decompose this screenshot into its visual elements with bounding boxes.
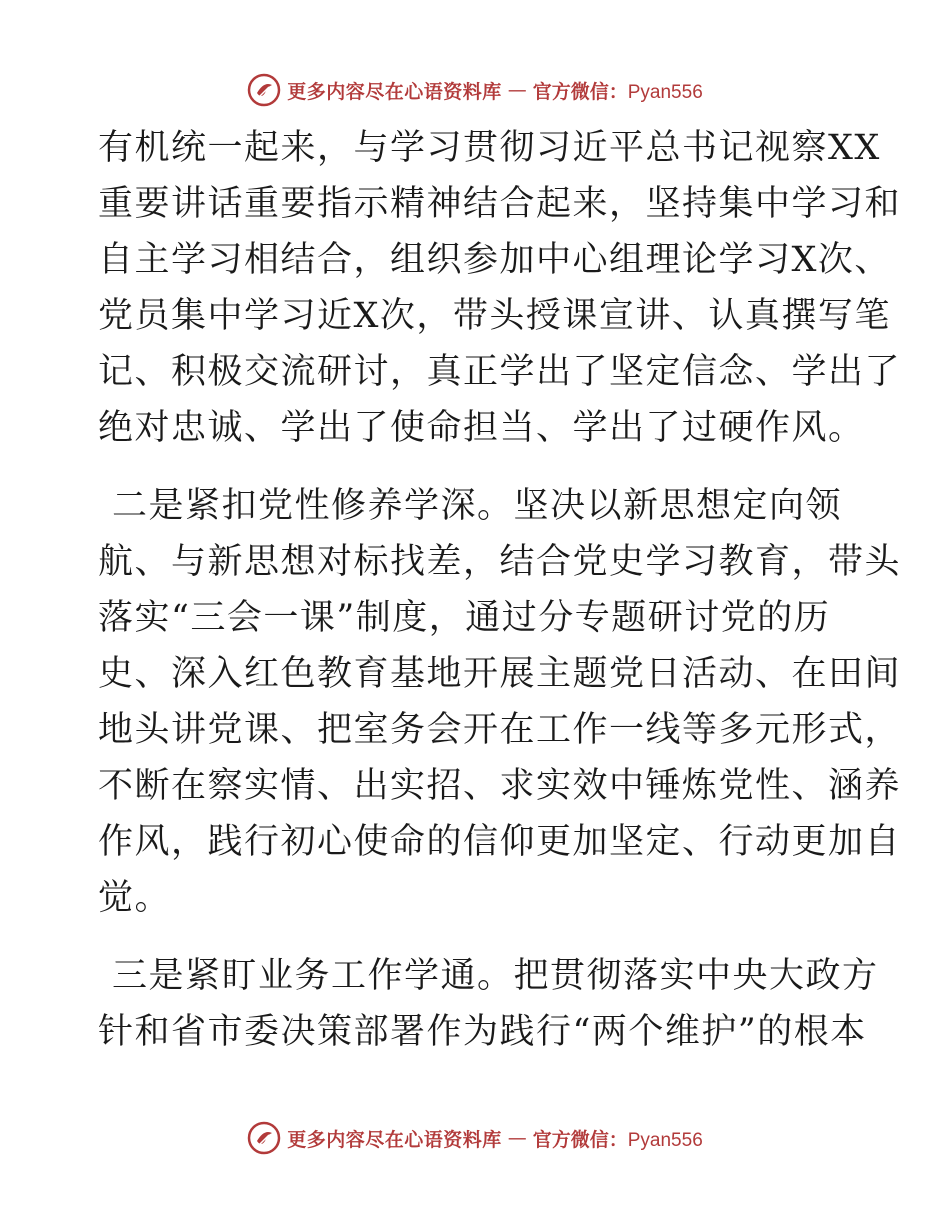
watermark-text: 更多内容尽在心语资料库 bbox=[287, 1128, 502, 1151]
document-body bbox=[98, 120, 902, 1060]
text-line: 有机统一起来，与学习贯彻习近平总书记视察XX bbox=[98, 128, 881, 168]
text-line: 落实“三会一课”制度，通过分专题研讨党的历 bbox=[98, 598, 831, 638]
text-line: 地头讲党课、把室务会开在工作一线等多元形式， bbox=[98, 710, 902, 750]
watermark-separator: — bbox=[507, 1127, 527, 1149]
text-line: 航、与新思想对标找差，结合党史学习教育，带头 bbox=[98, 542, 902, 582]
text-line: 记、积极交流研讨，真正学出了坚定信念、学出了 bbox=[98, 352, 902, 392]
watermark-contact bbox=[533, 1125, 703, 1152]
heart-pen-logo-icon bbox=[247, 1121, 281, 1155]
text-line: 针和省市委决策部署作为践行“两个维护”的根本 bbox=[98, 1012, 867, 1052]
paragraph bbox=[98, 948, 879, 1060]
text-line: 二是紧扣党性修养学深。坚决以新思想定向领 bbox=[112, 486, 843, 526]
watermark-contact-label: 官方微信： bbox=[532, 80, 628, 103]
paragraph bbox=[98, 478, 902, 926]
text-line: 不断在察实情、出实招、求实效中锤炼党性、涵养 bbox=[98, 766, 902, 806]
heart-pen-logo-icon bbox=[247, 73, 281, 107]
text-line: 觉。 bbox=[98, 878, 172, 918]
watermark-separator: — bbox=[507, 79, 527, 101]
text-line: 三是紧盯业务工作学通。把贯彻落实中央大政方 bbox=[112, 956, 879, 996]
watermark-text: 更多内容尽在心语资料库 bbox=[287, 80, 502, 103]
text-line: 重要讲话重要指示精神结合起来，坚持集中学习和 bbox=[98, 184, 902, 224]
watermark-contact bbox=[533, 77, 703, 104]
watermark-contact-id: Pyan556 bbox=[627, 81, 703, 103]
text-line: 党员集中学习近X次，带头授课宣讲、认真撰写笔 bbox=[98, 296, 891, 336]
paragraph bbox=[98, 120, 902, 456]
text-line: 作风，践行初心使命的信仰更加坚定、行动更加自 bbox=[98, 822, 902, 862]
text-line: 史、深入红色教育基地开展主题党日活动、在田间 bbox=[98, 654, 902, 694]
watermark-contact-label: 官方微信： bbox=[532, 1128, 628, 1151]
header-watermark bbox=[0, 70, 950, 110]
text-line: 自主学习相结合，组织参加中心组理论学习X次、 bbox=[98, 240, 891, 280]
footer-watermark bbox=[0, 1118, 950, 1158]
text-line: 绝对忠诚、学出了使命担当、学出了过硬作风。 bbox=[98, 408, 865, 448]
watermark-contact-id: Pyan556 bbox=[627, 1129, 703, 1151]
